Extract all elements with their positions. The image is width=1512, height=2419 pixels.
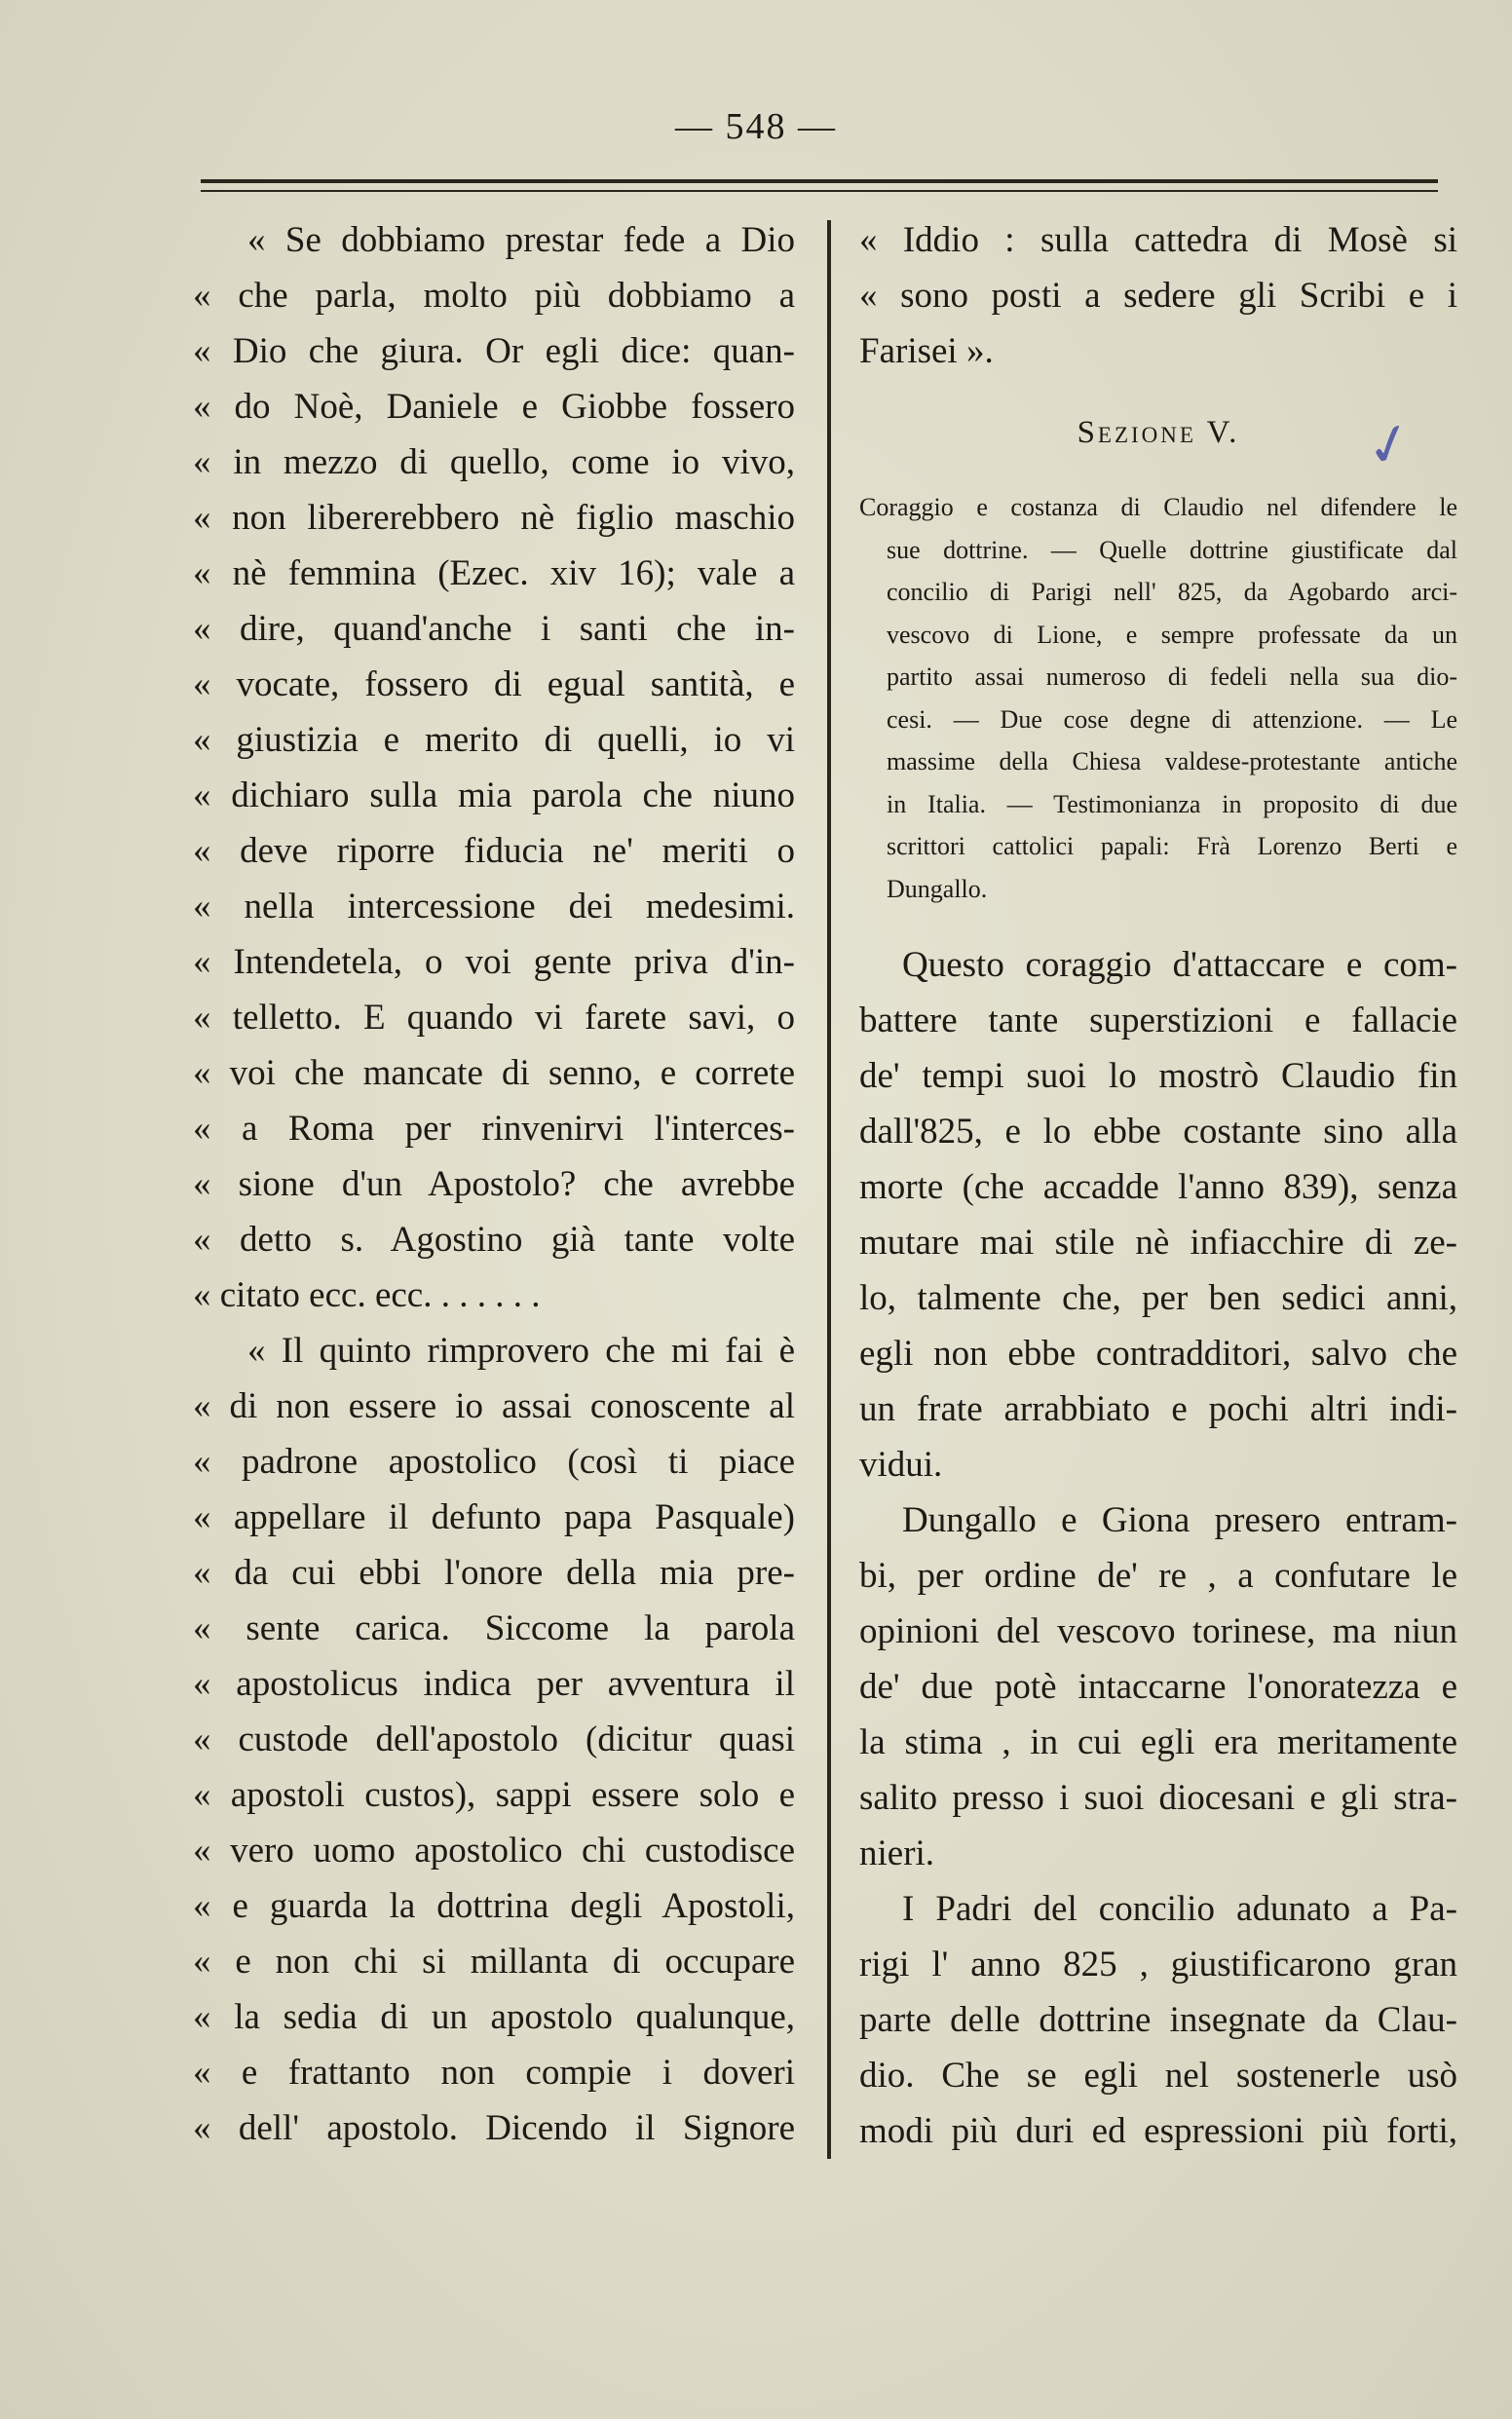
text-line: « sione d'un Apostolo? che avrebbe <box>193 1164 795 1204</box>
summary-line: Dungallo. <box>887 874 988 903</box>
text-line: un frate arrabbiato e pochi altri indi- <box>859 1389 1457 1429</box>
text-line: nieri. <box>859 1833 935 1873</box>
section-title: Sezione V. <box>1077 415 1240 450</box>
text-line: Questo coraggio d'attaccare e com- <box>902 945 1457 985</box>
text-line: « vero uomo apostolico chi custodisce <box>193 1831 795 1871</box>
check-mark-icon: ✓ <box>1358 405 1424 483</box>
summary-line: partito assai numeroso di fedeli nella sua dio- <box>887 662 1457 691</box>
text-line: « citato ecc. ecc. . . . . . . <box>193 1275 541 1315</box>
text-line: « custode dell'apostolo (dicitur quasi <box>193 1720 795 1759</box>
text-line: « Dio che giura. Or egli dice: quan- <box>193 331 795 371</box>
text-line: mutare mai stile nè infiacchire di ze- <box>859 1223 1457 1263</box>
text-line: « Iddio : sulla cattedra di Mosè si <box>859 220 1457 260</box>
section-heading <box>859 379 1457 486</box>
summary-line: Coraggio e costanza di Claudio nel difendere le <box>859 493 1457 521</box>
left-column <box>193 212 795 2156</box>
text-line: « vocate, fossero di egual santità, e <box>193 664 795 704</box>
text-line: « detto s. Agostino già tante volte <box>193 1220 795 1260</box>
text-line: battere tante superstizioni e fallacie <box>859 1001 1457 1040</box>
text-line: de' due potè intaccarne l'onoratezza e <box>859 1667 1457 1707</box>
text-line: « deve riporre fiducia ne' meriti o <box>193 831 795 871</box>
text-line: « nella intercessione dei medesimi. <box>193 887 795 926</box>
text-line: « telletto. E quando vi farete savi, o <box>193 998 795 1038</box>
text-line: « Se dobbiamo prestar fede a Dio <box>247 220 795 260</box>
text-line: opinioni del vescovo torinese, ma niun <box>859 1611 1457 1651</box>
right-column <box>859 212 1457 2159</box>
header-rule <box>201 179 1438 183</box>
text-line: modi più duri ed espressioni più forti, <box>859 2111 1457 2151</box>
text-line: « e guarda la dottrina degli Apostoli, <box>193 1886 795 1926</box>
text-line: « e non chi si millanta di occupare <box>193 1942 795 1982</box>
right-column-body <box>859 937 1457 2159</box>
text-line: egli non ebbe contradditori, salvo che <box>859 1334 1457 1374</box>
right-column-top <box>859 212 1457 379</box>
text-line: « giustizia e merito di quelli, io vi <box>193 720 795 760</box>
text-line: bi, per ordine de' re , a confutare le <box>859 1556 1457 1596</box>
text-line: « dichiaro sulla mia parola che niuno <box>193 775 795 815</box>
text-line: parte delle dottrine insegnate da Clau- <box>859 2000 1457 2040</box>
text-line: « padrone apostolico (così ti piace <box>193 1442 795 1482</box>
text-line: la stima , in cui egli era meritamente <box>859 1722 1457 1762</box>
text-line: « la sedia di un apostolo qualunque, <box>193 1997 795 2037</box>
summary-line: sue dottrine. — Quelle dottrine giustificate dal <box>887 535 1457 564</box>
text-line: « dire, quand'anche i santi che in- <box>193 609 795 649</box>
text-line: « in mezzo di quello, come io vivo, <box>193 442 795 482</box>
text-line: « appellare il defunto papa Pasquale) <box>193 1497 795 1537</box>
text-line: « Intendetela, o voi gente priva d'in- <box>193 942 795 982</box>
text-line: I Padri del concilio adunato a Pa- <box>902 1889 1457 1929</box>
summary-line: in Italia. — Testimonianza in proposito di due <box>887 789 1457 818</box>
text-line: rigi l' anno 825 , giustificarono gran <box>859 1945 1457 1984</box>
text-line: « e frattanto non compie i doveri <box>193 2053 795 2093</box>
page-number: — 548 — <box>675 106 837 147</box>
text-line: « da cui ebbi l'onore della mia pre- <box>193 1553 795 1593</box>
summary-line: massime della Chiesa valdese-protestante antiche <box>887 747 1457 775</box>
text-line: « dell' apostolo. Dicendo il Signore <box>193 2108 795 2148</box>
text-line: salito presso i suoi diocesani e gli stra- <box>859 1778 1457 1818</box>
text-line: vidui. <box>859 1445 943 1485</box>
text-line: « che parla, molto più dobbiamo a <box>193 276 795 316</box>
text-line: « di non essere io assai conoscente al <box>193 1386 795 1426</box>
header-rule-thin <box>201 190 1438 192</box>
text-line: lo, talmente che, per ben sedici anni, <box>859 1278 1457 1318</box>
text-line: « nè femmina (Ezec. xiv 16); vale a <box>193 553 795 593</box>
text-line: « apostolicus indica per avventura il <box>193 1664 795 1704</box>
text-line: Dungallo e Giona presero entram- <box>902 1500 1457 1540</box>
summary-line: vescovo di Lione, e sempre professate da un <box>887 620 1457 649</box>
text-line: Farisei ». <box>859 331 994 371</box>
summary-line: scrittori cattolici papali: Frà Lorenzo Berti e <box>887 832 1457 860</box>
section-summary <box>859 486 1457 910</box>
summary-line: cesi. — Due cose degne di attenzione. — Le <box>887 704 1457 734</box>
text-line: morte (che accadde l'anno 839), senza <box>859 1167 1457 1207</box>
text-line: dio. Che se egli nel sostenerle usò <box>859 2056 1457 2096</box>
text-line: « voi che mancate di senno, e correte <box>193 1053 795 1093</box>
text-line: dall'825, e lo ebbe costante sino alla <box>859 1112 1457 1152</box>
column-divider <box>827 220 831 2159</box>
text-line: « apostoli custos), sappi essere solo e <box>193 1775 795 1815</box>
text-line: « a Roma per rinvenirvi l'interces- <box>193 1109 795 1149</box>
text-line: « do Noè, Daniele e Giobbe fossero <box>193 387 795 427</box>
text-line: « sono posti a sedere gli Scribi e i <box>859 276 1457 316</box>
text-line: de' tempi suoi lo mostrò Claudio fin <box>859 1056 1457 1096</box>
text-line: « non libererebbero nè figlio maschio <box>193 498 795 538</box>
text-line: « sente carica. Siccome la parola <box>193 1608 795 1648</box>
summary-line: concilio di Parigi nell' 825, da Agobardo arci- <box>887 578 1457 606</box>
text-line: « Il quinto rimprovero che mi fai è <box>247 1331 795 1371</box>
